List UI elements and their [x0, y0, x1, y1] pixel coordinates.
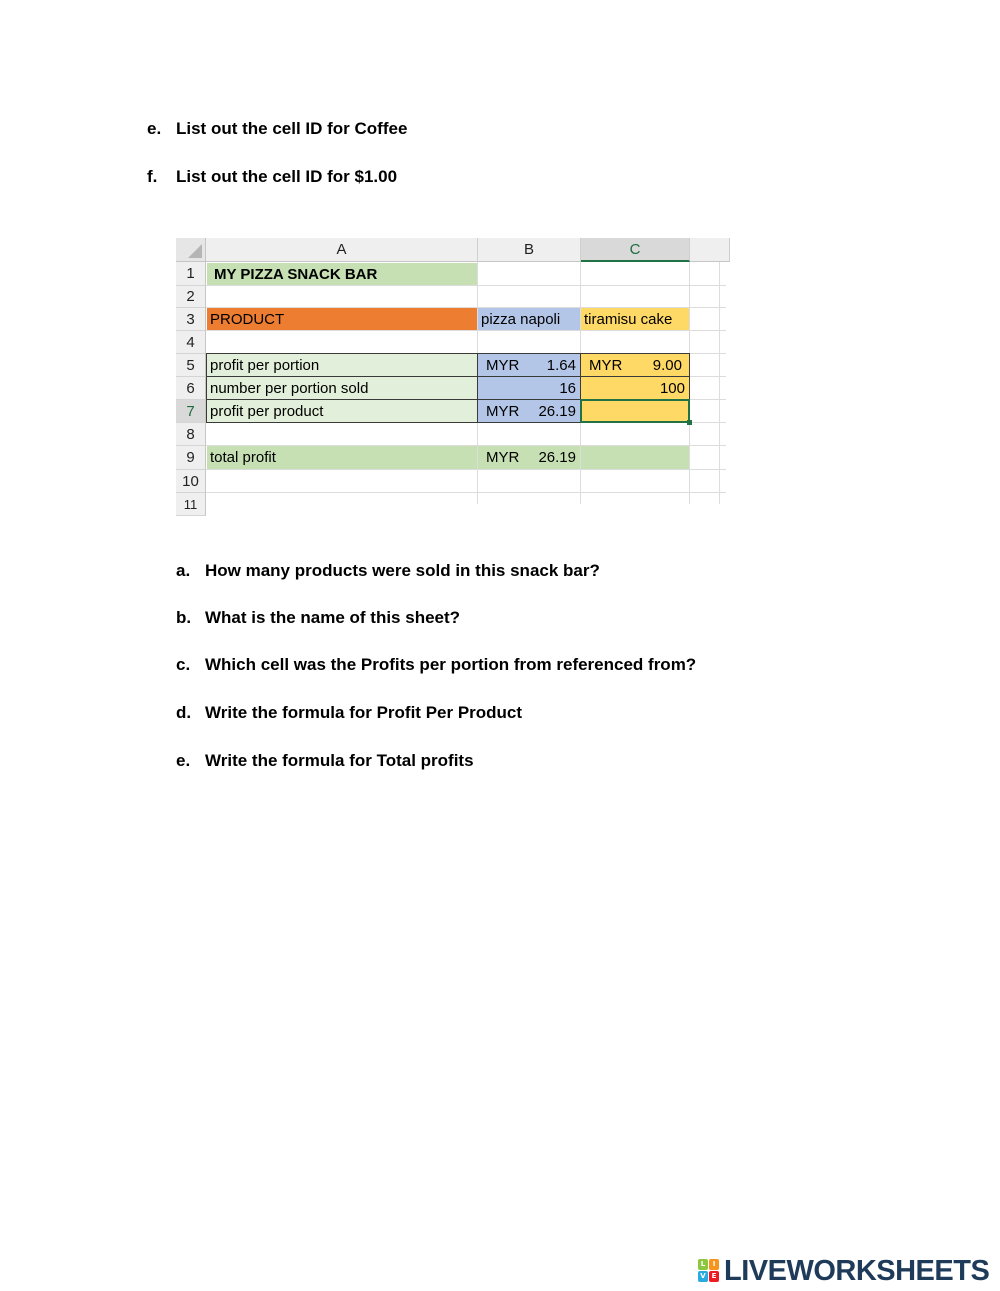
row-header-6[interactable]: 6: [176, 377, 206, 400]
cell-c5-currency: MYR: [589, 357, 623, 374]
cell-a9[interactable]: total profit: [210, 449, 276, 466]
column-header-b[interactable]: B: [478, 238, 581, 262]
row-header-8[interactable]: 8: [176, 423, 206, 446]
select-all-corner[interactable]: [176, 238, 206, 262]
cell-c5[interactable]: 9.00: [652, 357, 682, 374]
row-header-3[interactable]: 3: [176, 308, 206, 331]
cell-b9[interactable]: 26.19: [538, 449, 576, 466]
cell-b7-currency: MYR: [486, 403, 520, 420]
row-header-11[interactable]: 11: [176, 493, 206, 516]
question-f-top: [147, 167, 398, 187]
column-header-c[interactable]: C: [581, 238, 690, 262]
cell-b3[interactable]: pizza napoli: [481, 311, 561, 328]
row-header-4[interactable]: 4: [176, 331, 206, 354]
spreadsheet: [176, 238, 726, 512]
question-d: [176, 703, 523, 723]
cell-a1[interactable]: MY PIZZA SNACK BAR: [214, 266, 378, 283]
row-header-9[interactable]: 9: [176, 446, 206, 470]
cell-b9-currency: MYR: [486, 449, 520, 466]
question-text: Write the formula for Total profits: [205, 751, 474, 770]
row-header-2[interactable]: 2: [176, 286, 206, 308]
row-header-5[interactable]: 5: [176, 354, 206, 377]
question-a: [176, 561, 600, 581]
question-label: d.: [176, 703, 192, 722]
question-label: c.: [176, 655, 191, 674]
cell-b5[interactable]: 1.64: [546, 357, 576, 374]
question-label: e.: [176, 751, 191, 770]
question-text: List out the cell ID for $1.00: [176, 167, 398, 186]
row-header-10[interactable]: 10: [176, 470, 206, 493]
liveworksheets-mark-icon: L I V E: [698, 1259, 720, 1283]
question-text: What is the name of this sheet?: [205, 608, 461, 627]
cell-b7[interactable]: 26.19: [538, 403, 576, 420]
liveworksheets-logo: [698, 1254, 989, 1288]
question-text: How many products were sold in this snack bar?: [205, 561, 600, 580]
cell-b6[interactable]: 16: [559, 380, 576, 397]
question-label: f.: [147, 167, 158, 186]
liveworksheets-wordmark: LIVEWORKSHEETS: [724, 1254, 990, 1287]
cell-a6[interactable]: number per portion sold: [210, 380, 369, 397]
selected-cell-c7[interactable]: [580, 399, 690, 423]
column-header-d[interactable]: [690, 238, 730, 262]
question-text: List out the cell ID for Coffee: [176, 119, 408, 138]
question-e: [176, 751, 474, 771]
question-text: Write the formula for Profit Per Product: [205, 703, 523, 722]
question-c: [176, 655, 697, 675]
question-b: [176, 608, 461, 628]
cell-c6[interactable]: 100: [659, 380, 685, 397]
question-text: Which cell was the Profits per portion from referenced from?: [205, 655, 697, 674]
column-header-a[interactable]: A: [206, 238, 478, 262]
question-e-top: [147, 119, 408, 139]
cell-a3[interactable]: PRODUCT: [210, 311, 285, 328]
cell-c3[interactable]: tiramisu cake: [584, 311, 673, 328]
question-label: e.: [147, 119, 162, 138]
question-label: a.: [176, 561, 191, 580]
question-label: b.: [176, 608, 192, 627]
cell-a5[interactable]: profit per portion: [210, 357, 320, 374]
row-header-7[interactable]: 7: [176, 400, 206, 423]
cell-a7[interactable]: profit per product: [210, 403, 324, 420]
cell-b5-currency: MYR: [486, 357, 520, 374]
row-header-1[interactable]: 1: [176, 262, 206, 286]
